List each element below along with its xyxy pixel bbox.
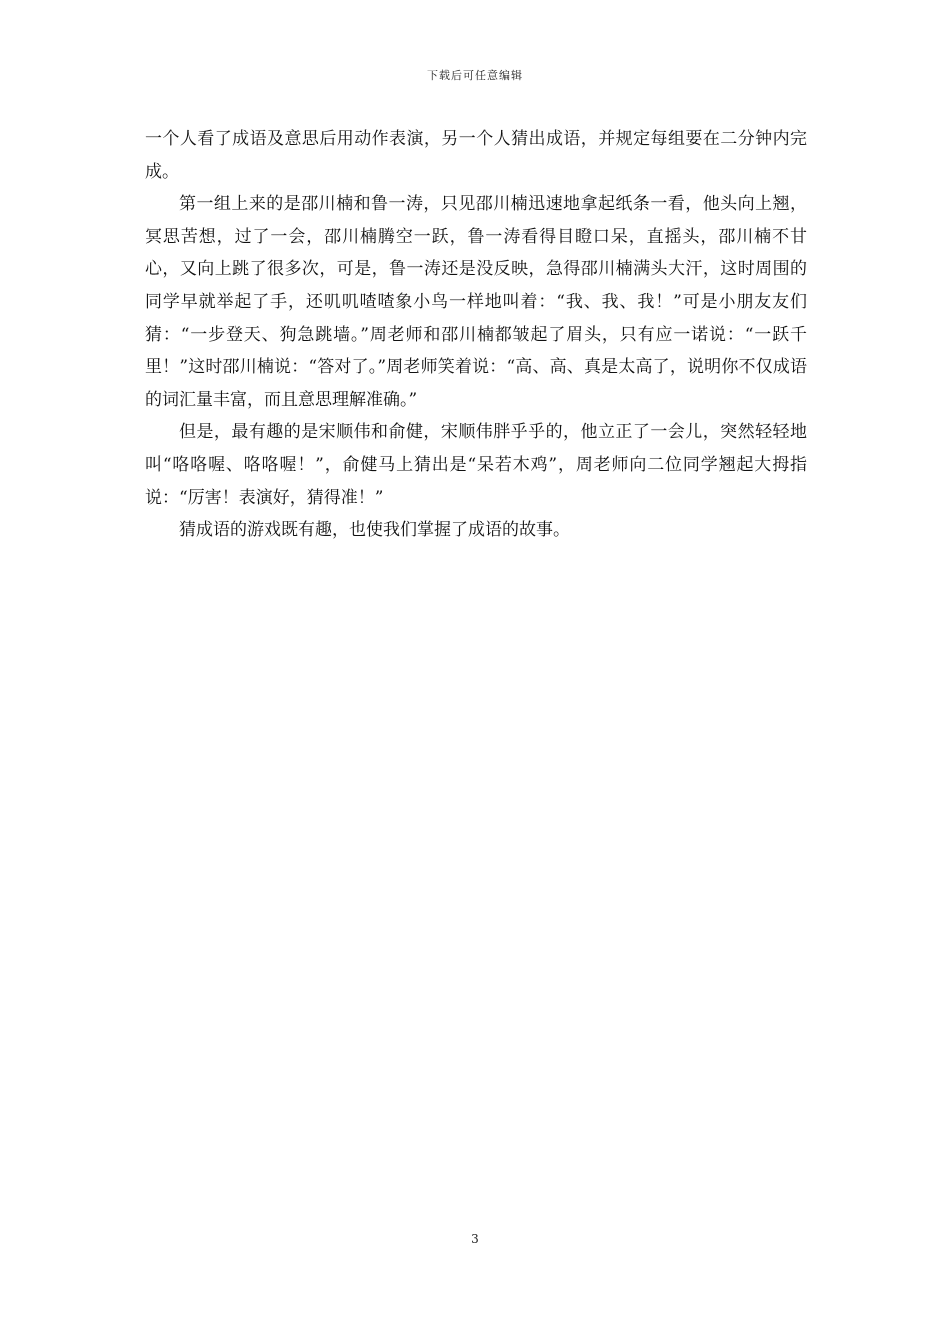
paragraph-first-group: 第一组上来的是邵川楠和鲁一涛，只见邵川楠迅速地拿起纸条一看，他头向上翘，冥思苦想，过了一会，邵川楠腾空一跃，鲁一涛看得目瞪口呆，直摇头，邵川楠不甘心，又向上跳了很多次，可是，鲁一涛还是没反映，急得邵川楠满头大汗，这时周围的同学早就举起了手，还叽叽喳喳象小鸟一样地叫着：“我、我、我！”可是小朋友友们猜：“一步登天、狗急跳墙。”周老师和邵川楠都皱起了眉头，只有应一诺说：“一跃千里！”这时邵川楠说：“答对了。”周老师笑着说：“高、高、真是太高了，说明你不仅成语的词汇量丰富，而且意思理解准确。”	[145, 194, 807, 410]
paragraph-conclusion: 猜成语的游戏既有趣，也使我们掌握了成语的故事。	[179, 520, 570, 541]
page-number: 3	[471, 1232, 479, 1246]
paragraph-funniest: 但是，最有趣的是宋顺伟和俞健，宋顺伟胖乎乎的，他立正了一会儿，突然轻轻地叫“咯咯喔、咯咯喔！”，俞健马上猜出是“呆若木鸡”，周老师向二位同学翘起大拇指说：“厉害！表演好，猜得准！”	[145, 422, 807, 508]
document-body	[145, 123, 807, 547]
page-header: 下载后可任意编辑	[427, 69, 523, 82]
paragraph-continuation: 一个人看了成语及意思后用动作表演，另一个人猜出成语，并规定每组要在二分钟内完成。	[145, 129, 807, 182]
